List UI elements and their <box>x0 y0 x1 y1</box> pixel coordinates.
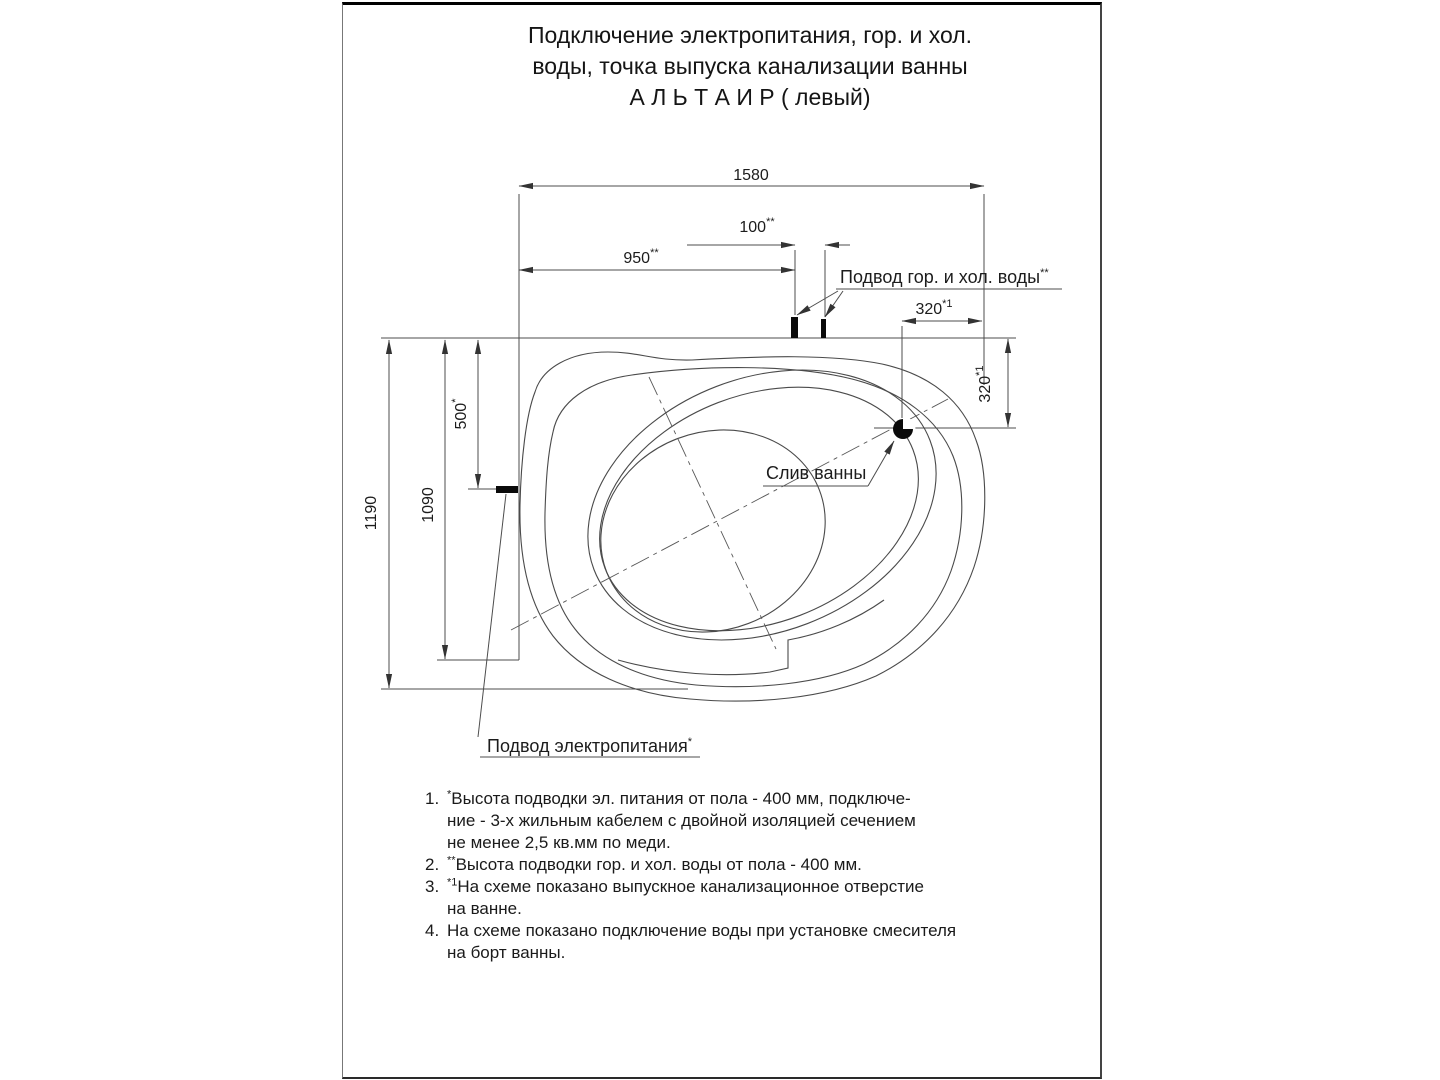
note-marker: ** <box>447 854 456 867</box>
note-line <box>425 810 1025 832</box>
dim-overall-depth: 1190 <box>363 495 380 531</box>
leader-lines <box>478 289 1062 757</box>
note-number: 2. <box>425 855 440 874</box>
bath-outer-contour <box>520 352 985 701</box>
bath-step-contour <box>618 600 884 675</box>
note-text: на ванне. <box>447 899 522 918</box>
bath-rim-inner <box>564 343 954 674</box>
bath-basin-bottom <box>571 398 855 665</box>
note-marker: * <box>447 788 452 801</box>
note-number: 3. <box>425 877 440 896</box>
note-text: Высота подводки эл. питания от пола - 400 мм, подключе- <box>451 789 911 808</box>
note-marker: *1 <box>447 876 458 889</box>
bathtub-outline <box>511 322 985 701</box>
note-line <box>425 788 1025 810</box>
dim-drain-from-top-wall: 320$^{*1}$ <box>974 365 994 403</box>
drain-label: Слив ванны <box>766 463 867 483</box>
dim-water-from-wall: 950** <box>623 247 659 267</box>
note-line <box>425 832 1025 854</box>
dim-overall-width: 1580 <box>733 167 769 184</box>
title-line-2: воды, точка выпуска канализации ванны <box>532 53 968 79</box>
water-connection-mark-1 <box>791 317 798 338</box>
note-text: На схеме показано выпускное канализационное отверстие <box>457 877 924 896</box>
dim-water-spacing: 100** <box>739 216 775 236</box>
dimension-texts <box>363 167 994 530</box>
water-leader-1 <box>797 291 838 315</box>
drain-leader <box>868 441 894 486</box>
dim-drain-from-right-edge: 320$^{*1}$ <box>915 298 953 318</box>
dimension-lines <box>389 186 1008 688</box>
callout-labels <box>487 267 1049 756</box>
note-line <box>425 920 1025 942</box>
note-line <box>425 942 1025 964</box>
note-text: На схеме показано подключение воды при установке смесителя <box>447 921 957 940</box>
bath-deck-contour <box>545 368 962 687</box>
water-connection-mark-2 <box>821 319 826 338</box>
water-leader-2 <box>825 291 843 317</box>
centerline-major <box>511 399 948 630</box>
power-leader <box>478 494 506 737</box>
wall-lines <box>381 194 1016 660</box>
note-number: 1. <box>425 789 440 808</box>
water-supply-label: Подвод гор. и хол. воды** <box>840 267 1049 287</box>
drain-symbol <box>893 417 916 440</box>
note-line <box>425 876 1025 898</box>
dim-power-from-wall: 500* <box>450 398 470 430</box>
note-text: не менее 2,5 кв.мм по меди. <box>447 833 671 852</box>
note-line <box>425 854 1025 876</box>
note-text: ние - 3-х жильным кабелем с двойной изоляцией сечением <box>447 811 916 830</box>
title-line-3: А Л Ь Т А И Р ( левый) <box>629 84 871 110</box>
drain-wedge <box>903 417 916 430</box>
power-supply-label: Подвод электропитания* <box>487 736 693 756</box>
note-number: 4. <box>425 921 440 940</box>
title-line-1: Подключение электропитания, гор. и хол. <box>527 22 973 48</box>
centerline-minor <box>649 377 776 649</box>
note-line <box>425 898 1025 920</box>
notes-list <box>425 788 1025 964</box>
bath-rim-outer <box>548 322 975 688</box>
note-text: на борт ванны. <box>447 943 566 962</box>
power-connection-mark <box>496 486 518 493</box>
dim-inner-depth: 1090 <box>420 487 437 523</box>
note-text: Высота подводки гор. и хол. воды от пола - 400 мм. <box>455 855 862 874</box>
